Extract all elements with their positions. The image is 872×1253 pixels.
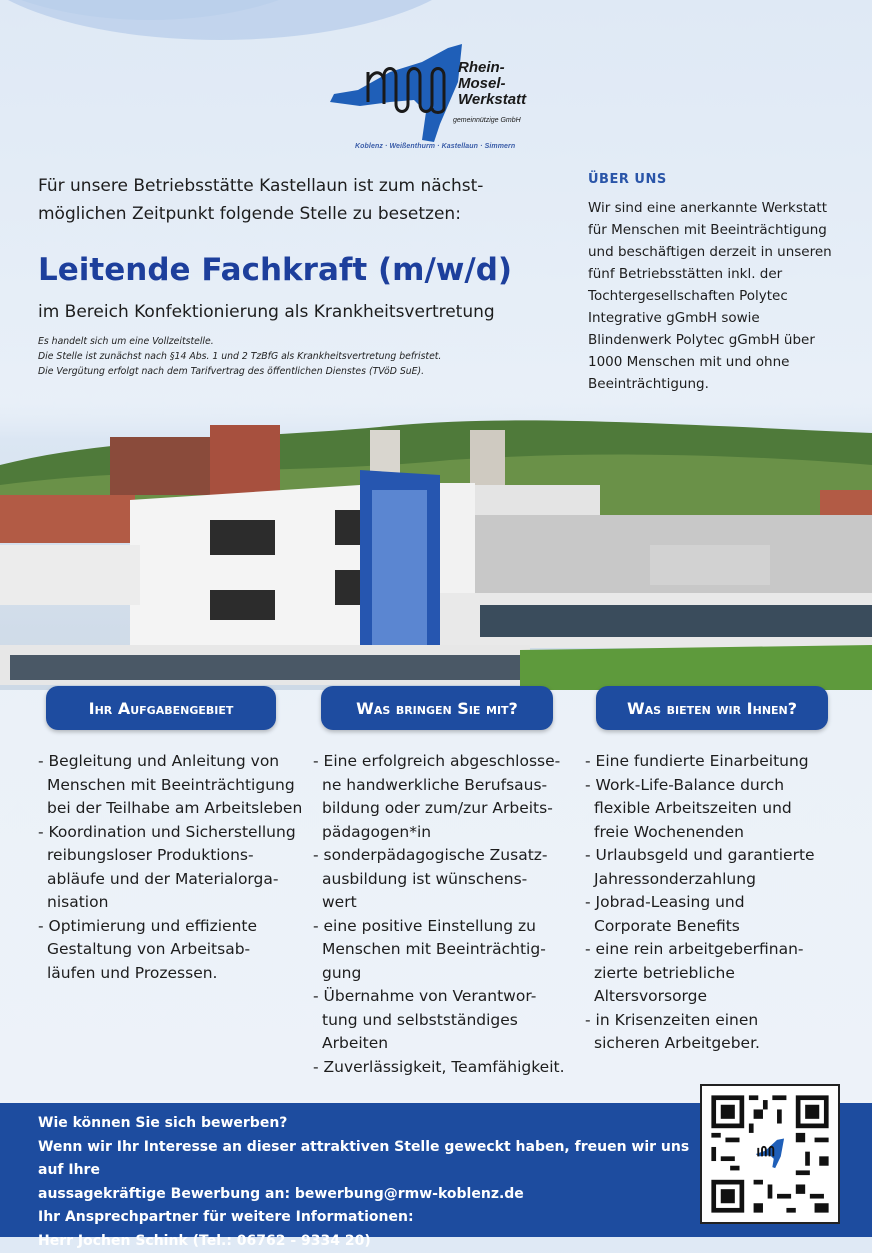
- list-item: Menschen mit Beeinträchtigung: [47, 775, 295, 794]
- logo-locations: Koblenz · Weißenthurm · Kastellaun · Simmern: [355, 143, 516, 150]
- about-text: Wir sind eine anerkannte Werkstatt für Menschen mit Beeinträchtigung und beschäftigen derzeit in unseren fünf Betriebsstätten inkl. der Tochtergesellschaften Polytec Integrative gGmbH sowie Blindenwerk Polytec gGmbH über 1000 Menschen mit und ohne Beeinträchtigung.: [588, 200, 832, 392]
- list-item: Corporate Benefits: [594, 916, 740, 935]
- list-item: ne handwerkliche Berufsaus-: [322, 775, 548, 794]
- list-item: läufen und Prozessen.: [47, 963, 218, 982]
- list-item: freie Wochenenden: [594, 822, 744, 841]
- list-item: - Optimierung und effiziente: [38, 916, 258, 935]
- list-item: bildung oder zum/zur Arbeits-: [322, 799, 553, 817]
- tasks-list: [38, 750, 308, 985]
- list-item: - Koordination und Sicherstellung: [38, 822, 296, 841]
- qr-code-icon: [702, 1086, 838, 1222]
- logo-subtitle: gemeinnützige GmbH: [453, 117, 521, 124]
- list-item: ausbildung ist wünschens-: [322, 869, 528, 888]
- tab-offer-heading: Was bieten wir Ihnen?: [596, 686, 828, 730]
- building-photo: [0, 395, 872, 690]
- list-item: wert: [322, 893, 357, 911]
- about-us: [588, 172, 848, 395]
- list-item: - Work-Life-Balance durch: [585, 775, 785, 794]
- job-title: Leitende Fachkraft (m/w/d): [38, 252, 513, 288]
- requirements-list: [313, 750, 578, 1079]
- list-item: - Begleitung und Anleitung von: [38, 752, 280, 770]
- tab-requirements-heading: Was bringen Sie mit?: [321, 686, 553, 730]
- decorative-swoosh: [0, 0, 480, 40]
- tab-tasks-heading: Ihr Aufgabengebiet: [46, 686, 276, 730]
- list-item: - in Krisenzeiten einen: [585, 1010, 759, 1029]
- job-subtitle: im Bereich Konfektionierung als Krankheitsvertretung: [38, 302, 495, 322]
- list-item: Gestaltung von Arbeitsab-: [47, 940, 251, 958]
- list-item: tung und selbstständiges: [322, 1010, 518, 1029]
- list-item: abläufe und der Materialorga-: [47, 869, 279, 888]
- list-item: bei der Teilhabe am Arbeitsleben: [47, 799, 303, 817]
- list-item: - eine positive Einstellung zu: [313, 916, 536, 935]
- qr-code[interactable]: [702, 1086, 838, 1222]
- intro-text: Für unsere Betriebsstätte Kastellaun ist zum nächst- möglichen Zeitpunkt folgende Stelle zu besetzen:: [38, 176, 484, 224]
- list-item: Altersvorsorge: [594, 987, 708, 1005]
- list-item: gung: [322, 963, 362, 982]
- list-item: - Eine erfolgreich abgeschlosse-: [313, 752, 561, 770]
- list-item: sicheren Arbeitgeber.: [594, 1034, 760, 1052]
- list-item: flexible Arbeitszeiten und: [594, 799, 792, 817]
- list-item: zierte betriebliche: [594, 963, 735, 982]
- list-item: reibungsloser Produktions-: [47, 846, 254, 864]
- list-item: Jahressonderzahlung: [594, 869, 756, 888]
- list-item: - Eine fundierte Einarbeitung: [585, 752, 809, 770]
- list-item: Menschen mit Beeinträchtig-: [322, 940, 546, 958]
- list-item: - Urlaubsgeld und garantierte: [585, 846, 815, 864]
- list-item: - sonderpädagogische Zusatz-: [313, 846, 548, 864]
- list-item: - Übernahme von Verantwor-: [313, 987, 537, 1005]
- list-item: - eine rein arbeitgeberfinan-: [585, 940, 804, 958]
- application-info: Wie können Sie sich bewerben? Wenn wir Ihr Interesse an dieser attraktiven Stelle geweckt haben, freuen wir uns auf Ihre aussagekräftige Bewerbung an: bewerbung@rmw-koblenz.de Ihr Ansprechpartner für weitere Informationen: Herr Jochen Schink (Tel.: 06762 - 9334 20): [38, 1115, 690, 1249]
- logo-wordmark: Rhein- Mosel- Werkstatt: [458, 59, 527, 108]
- fine-print: Es handelt sich um eine Vollzeitstelle. Die Stelle ist zunächst nach §14 Abs. 1 und 2 TzBfG als Krankheitsvertretung befristet. Die Vergütung erfolgt nach dem Tarifvertrag des öffentlichen Dienstes (TVöD SuE).: [38, 336, 442, 377]
- list-item: pädagogen*in: [322, 822, 432, 841]
- about-heading: ÜBER UNS: [588, 172, 667, 187]
- intro-block: [38, 172, 558, 379]
- offer-list: [585, 750, 850, 1056]
- list-item: nisation: [47, 893, 109, 911]
- list-item: - Jobrad-Leasing und: [585, 893, 745, 911]
- list-item: - Zuverlässigkeit, Teamfähigkeit.: [313, 1057, 565, 1076]
- list-item: Arbeiten: [322, 1034, 389, 1052]
